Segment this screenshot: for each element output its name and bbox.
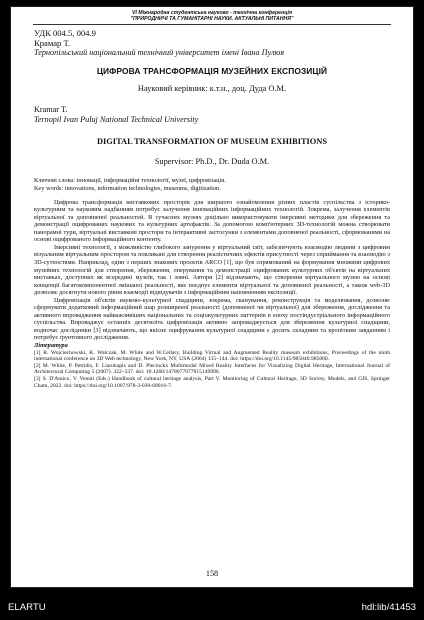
keywords-ua: Ключові слова: інновації, інформаційні технології, музеї, цифровізація. bbox=[34, 177, 226, 185]
reference-item: [2] M. White, P. Petridis, F. Liarokapis and D. Plecinckx Multimodal Mixed Reality Interfaces for Visualizing Digital Heritage, International Journal of Architectural Computing 5 (2007). 322–337. doi: 10.1260/1478077077815149996. bbox=[34, 362, 390, 376]
supervisor-en: Supervisor: Ph.D., Dr. Duda O.M. bbox=[154, 157, 270, 167]
paragraph: Цифровізація об'єктів науково-культурної спадщини, зокрема, сканування, реконструкція та моделювання, дозволяє сформувати додатковий інформаційний шар розширеної реальності (доповненої чи віртуальної) для збереження, дослідження та активного впровадження найважливіших національних та соціокультурних паттернів в епоху постіндустріального інформаційного суспільства. Впроваджує останніх десятиліть цифровізація активно запроваджується для збереження культурної спадщини, водночас дослідники [3] відзначають, що якісне оцифрування культурної спадщини є досить складним та кропітким завданням і потребує ґрунтовного дослідження. bbox=[34, 296, 390, 342]
references-heading: Література bbox=[34, 341, 68, 349]
article-body bbox=[34, 199, 390, 342]
title-ua: ЦИФРОВА ТРАНСФОРМАЦІЯ МУЗЕЙНИХ ЕКСПОЗИЦІЙ bbox=[96, 66, 328, 77]
keywords bbox=[34, 177, 390, 192]
keywords-en: Key words: innovations, information technologies, museums, digitization. bbox=[34, 185, 221, 192]
conference-header bbox=[11, 10, 413, 22]
page-number: 158 bbox=[205, 569, 219, 578]
paragraph: Імерсивні технології, з можливістю глибокого занурення у віртуальний світ, забезпечують взаємодію людини з цифровим візуальним віртуальним простором та покликані для створення реалістичних ефектів присутності через сприймання та взаємодію з 3D-сутностями. Наприклад, один з перших знакових проєктів ARCO [1], що був спрямований на формування множини цифрових музейних технологій для створення, збереження, оперування та демонстрації оцифрованих культурних об'єктів на віртуальних виставках, доступних як всередині музеїв, так і зовні. Автори [2] відзначають, що створення віртуального музею на основі концепції багатокомпонентної змішаної реальності, яке поєднує елементи віртуальної та доповненої реальності, а також web-3D дозволяє досягнути нового рівня взаємодії відвідувачів з інформаційним наповненням експозиції. bbox=[34, 243, 390, 297]
affiliation-ua: Тернопільський національний технічний університет імені Івана Пулюя bbox=[34, 48, 285, 58]
document-page bbox=[10, 6, 414, 588]
udc-code: УДК 004.5, 004.9 bbox=[34, 28, 96, 39]
repository-name: ELARTU bbox=[8, 602, 46, 613]
author-en: Kramar T. bbox=[34, 105, 68, 115]
author-ua: Крамар Т. bbox=[34, 38, 71, 49]
reference-item: [3] S. D'Amico, V. Venuti (Eds.) Handbook of cultural heritage analysis, Part V. Monitoring of Cultural Heritage, 3D Survey, Models, and GIS, Springer Cham, 2022. doi: https://doi.org/10.1007/978-3-030-60016-7. bbox=[34, 375, 390, 389]
title-en: DIGITAL TRANSFORMATION OF MUSEUM EXHIBITIONS bbox=[96, 137, 328, 147]
article-content bbox=[11, 28, 413, 389]
affiliation-en: Ternopil Ivan Puluj National Technical University bbox=[34, 115, 199, 125]
conference-line-2: "ПРИРОДНИЧІ ТА ГУМАНІТАРНІ НАУКИ. АКТУАЛЬНІ ПИТАННЯ" bbox=[130, 16, 294, 23]
viewer-footer bbox=[0, 600, 424, 616]
supervisor-ua: Науковий керівник: к.т.н., доц. Дуда О.М. bbox=[137, 84, 287, 94]
references-list bbox=[34, 350, 390, 390]
reference-item: [1] R. Wojciechowski, K. Walczak, M. White and W.Cellary, Building Virtual and Augmented Reality museum exhibitions, Proceedings of the ninth international conference on 3D Web technology, New York, NY, USA (2004) 135–144. doi: https://doi.org/10.1145/985040.985060. bbox=[34, 349, 390, 363]
header-rule bbox=[33, 24, 391, 25]
handle-id: hdl:lib/41453 bbox=[361, 602, 416, 613]
conference-line-1: VІ Міжнародна студентська науково - технічна конференція bbox=[131, 10, 293, 16]
paragraph: Цифрова трансформація виставкових просторів для ширшого ознайомлення різних пластів суспільства з історико-культурним та науковим надбанням потребує залучення інноваційних інформаційних технологій. Зокрема, залучення елементів віртуальної та доповненої реальностей. В сучасних музеях доцільно використовувати імерсивні методики для збереження та демонстрації оцифрованих наукових та культурних артефактів. За допомогою комп'ютерних 3D-технологій можна створювати панорамні тури, віртуальні виставкові простори та інтерактивні застосунки з елементами доповненої реальності, сформованими на основі оцифрованого інформаційного контенту. bbox=[34, 198, 390, 244]
